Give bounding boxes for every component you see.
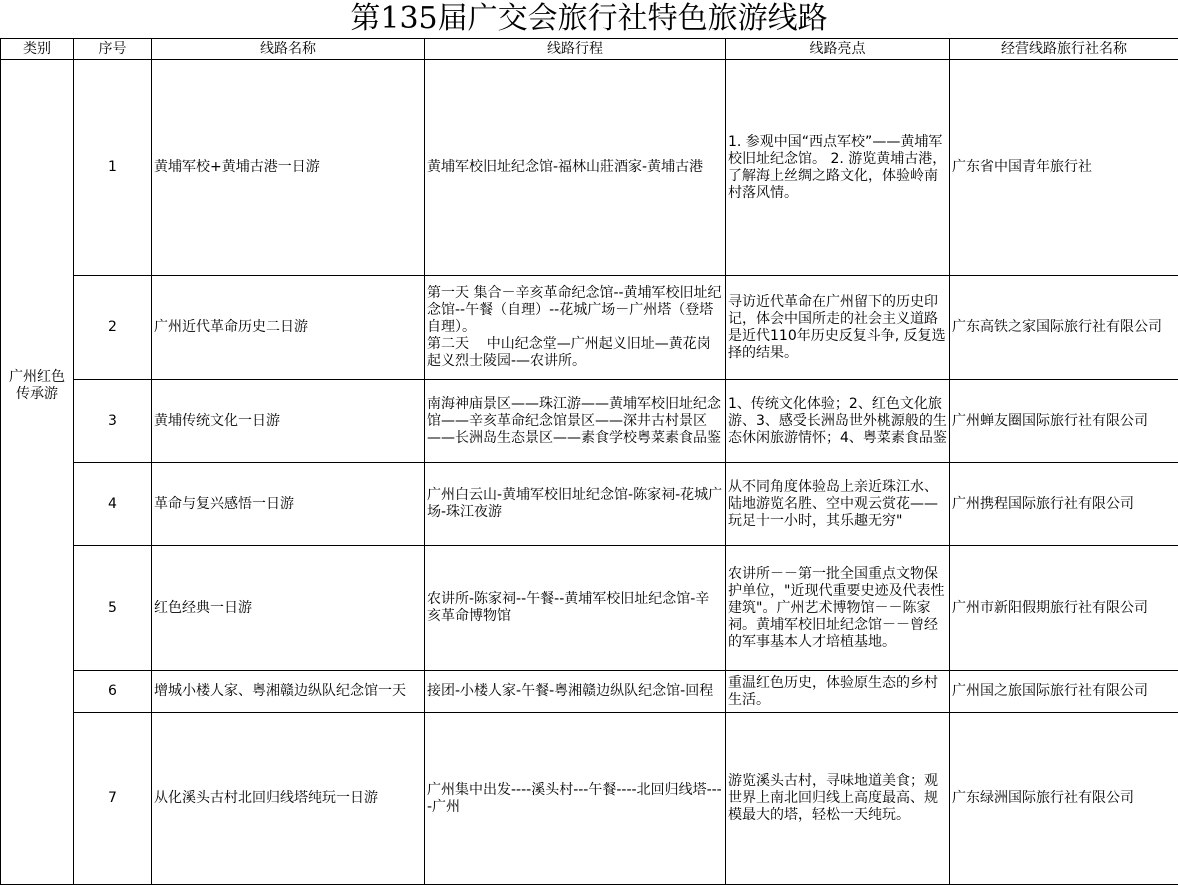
table-row: [1, 713, 1178, 885]
route-highlights: 农讲所－－第一批全国重点文物保护单位，"近现代重要史迹及代表性建筑"。广州艺术博物馆－－陈家祠。黄埔军校旧址纪念馆－－曾经的军事基本人才培植基地。: [726, 546, 950, 671]
route-name: 增城小楼人家、粤湘赣边纵队纪念馆一天: [152, 671, 425, 713]
route-highlights: 游览溪头古村，寻味地道美食；观世界上南北回归线上高度最高、规模最大的塔，轻松一天纯玩。: [726, 713, 950, 885]
route-itinerary: 南海神庙景区——珠江游——黄埔军校旧址纪念馆——辛亥革命纪念馆景区——深井古村景区——长洲岛生态景区——素食学校粤菜素食品鉴: [425, 380, 726, 463]
row-number: 6: [74, 671, 152, 713]
header-number: 序号: [74, 39, 152, 60]
route-highlights: 重温红色历史，体验原生态的乡村生活。: [726, 671, 950, 713]
route-agency: 广州市新阳假期旅行社有限公司: [950, 546, 1178, 671]
route-agency: 广州蝉友圈国际旅行社有限公司: [950, 380, 1178, 463]
route-agency: 广东高铁之家国际旅行社有限公司: [950, 276, 1178, 380]
table-row: [1, 671, 1178, 713]
page-title: 第135届广交会旅行社特色旅游线路: [0, 0, 1178, 38]
row-number: 3: [74, 380, 152, 463]
route-name: 从化溪头古村北回归线塔纯玩一日游: [152, 713, 425, 885]
route-agency: 广东绿洲国际旅行社有限公司: [950, 713, 1178, 885]
row-number: 2: [74, 276, 152, 380]
route-itinerary: 广州白云山-黄埔军校旧址纪念馆-陈家祠-花城广场-珠江夜游: [425, 463, 726, 546]
route-highlights: 1. 参观中国“西点军校”——黄埔军校旧址纪念馆。 2. 游览黄埔古港，了解海上丝绸之路文化，体验岭南村落风情。: [726, 60, 950, 276]
route-agency: 广州携程国际旅行社有限公司: [950, 463, 1178, 546]
row-number: 4: [74, 463, 152, 546]
table-row: [1, 276, 1178, 380]
table-row: [1, 463, 1178, 546]
route-itinerary: 第一天 集合－辛亥革命纪念馆--黄埔军校旧址纪念馆--午餐（自理）--花城广场－广州塔（登塔自理）。 第二天 中山纪念堂—广州起义旧址—黄花岗起义烈士陵园-—农讲所。: [425, 276, 726, 380]
category-cell-empty: [1, 713, 74, 885]
table-row: [1, 546, 1178, 671]
table-row: [1, 60, 1178, 276]
route-name: 红色经典一日游: [152, 546, 425, 671]
route-agency: 广州国之旅国际旅行社有限公司: [950, 671, 1178, 713]
route-itinerary: 广州集中出发----溪头村---午餐----北回归线塔----广州: [425, 713, 726, 885]
header-category: 类别: [1, 39, 74, 60]
row-number: 5: [74, 546, 152, 671]
route-agency: 广东省中国青年旅行社: [950, 60, 1178, 276]
route-name: 黄埔军校+黄埔古港一日游: [152, 60, 425, 276]
route-itinerary: 农讲所-陈家祠--午餐--黄埔军校旧址纪念馆-辛亥革命博物馆: [425, 546, 726, 671]
header-itinerary: 线路行程: [425, 39, 726, 60]
header-highlights: 线路亮点: [726, 39, 950, 60]
table-row: [1, 380, 1178, 463]
routes-table: [0, 38, 1178, 885]
row-number: 7: [74, 713, 152, 885]
route-name: 革命与复兴感悟一日游: [152, 463, 425, 546]
row-number: 1: [74, 60, 152, 276]
route-highlights: 1、传统文化体验；2、红色文化旅游、3、感受长洲岛世外桃源般的生态休闲旅游情怀；4、粤菜素食品鉴: [726, 380, 950, 463]
route-highlights: 寻访近代革命在广州留下的历史印记，体会中国所走的社会主义道路是近代110年历史反复斗争, 反复选择的结果。: [726, 276, 950, 380]
header-agency: 经营线路旅行社名称: [950, 39, 1178, 60]
table-header-row: [1, 39, 1178, 60]
route-name: 广州近代革命历史二日游: [152, 276, 425, 380]
header-route-name: 线路名称: [152, 39, 425, 60]
route-name: 黄埔传统文化一日游: [152, 380, 425, 463]
route-highlights: 从不同角度体验岛上亲近珠江水、陆地游览名胜、空中观云赏花——玩足十一小时，其乐趣无穷": [726, 463, 950, 546]
route-itinerary: 黄埔军校旧址纪念馆-福林山莊酒家-黄埔古港: [425, 60, 726, 276]
route-itinerary: 接团-小楼人家-午餐-粤湘赣边纵队纪念馆-回程: [425, 671, 726, 713]
category-cell: 广州红色传承游: [1, 60, 74, 713]
